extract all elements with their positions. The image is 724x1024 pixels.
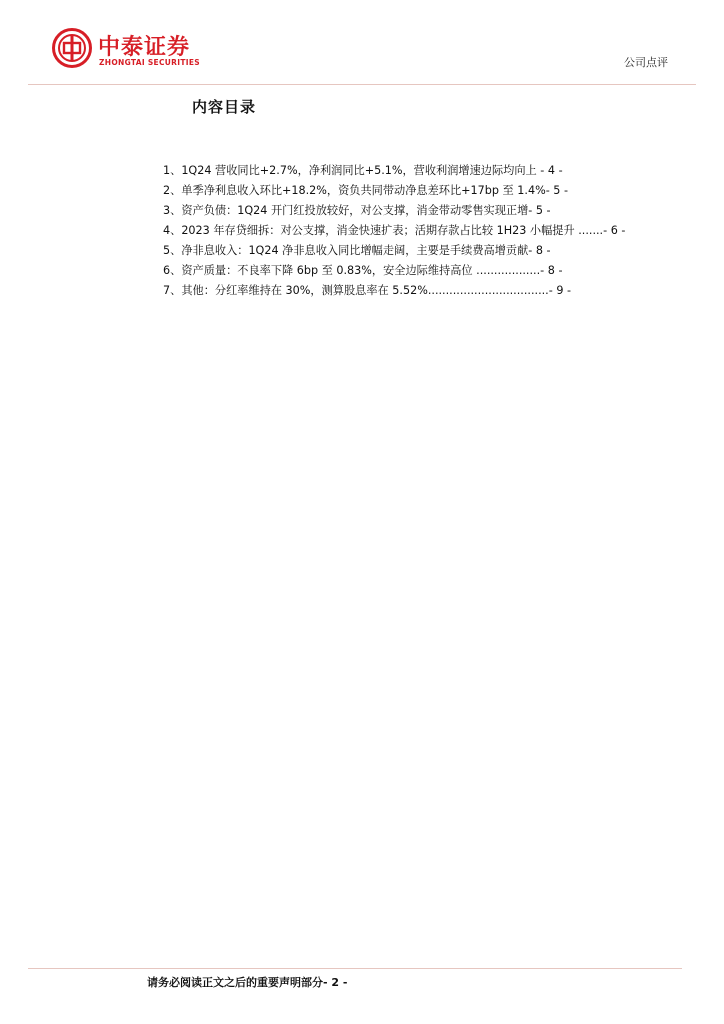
- toc-item-number: 3、: [163, 204, 182, 217]
- toc-item[interactable]: [163, 241, 703, 261]
- page-footer: [147, 974, 347, 990]
- logo-name-cn: 中泰证券: [98, 35, 191, 60]
- page-header: [0, 0, 724, 90]
- logo-name-en: ZHONGTAI SECURITIES: [99, 58, 200, 67]
- toc-item-number: 4、: [163, 224, 182, 237]
- toc-item-title: 1Q24 营收同比+2.7%，净利润同比+5.1%，营收利润增速边际均向上: [181, 164, 537, 177]
- toc-item-page: - 9 -: [548, 284, 572, 297]
- toc-item-title: 其他：分红率维持在 30%，测算股息率在 5.52%..................................: [181, 284, 549, 297]
- toc-item-title: 资产负债：1Q24 开门红投放较好，对公支撑，消金带动零售实现正增: [181, 204, 529, 217]
- toc-item-page: - 4 -: [536, 164, 563, 177]
- footer-page-number: - 2 -: [323, 976, 348, 989]
- toc-item-number: 1、: [163, 164, 182, 177]
- company-logo: [52, 28, 222, 72]
- toc-item-page: - 5 -: [528, 204, 551, 217]
- toc-item-page: - 6 -: [603, 224, 626, 237]
- toc-item[interactable]: [163, 221, 703, 241]
- toc-item-title: 资产质量：不良率下降 6bp 至 0.83%，安全边际维持高位 ..................: [181, 264, 541, 277]
- toc-item-number: 5、: [163, 244, 182, 257]
- zhongtai-logo-icon: [52, 28, 92, 68]
- toc-item[interactable]: [163, 201, 703, 221]
- toc-title: 内容目录: [192, 98, 257, 116]
- toc-item[interactable]: [163, 161, 703, 181]
- toc-item-title: 2023 年存贷细拆：对公支撑，消金快速扩表；活期存款占比较 1H23 小幅提升 .......: [181, 224, 604, 237]
- footer-divider: [28, 968, 682, 969]
- toc-item-page: - 5 -: [545, 184, 569, 197]
- toc-item-page: - 8 -: [528, 244, 551, 257]
- toc-item-title: 净非息收入：1Q24 净非息收入同比增幅走阔，主要是手续费高增贡献: [181, 244, 529, 257]
- toc-item[interactable]: [163, 281, 703, 301]
- header-divider: [28, 84, 696, 85]
- toc-item-number: 7、: [163, 284, 182, 297]
- toc-item-number: 6、: [163, 264, 182, 277]
- toc-item[interactable]: [163, 261, 703, 281]
- toc-item[interactable]: [163, 181, 703, 201]
- toc-item-page: - 8 -: [540, 264, 563, 277]
- table-of-contents: [163, 161, 703, 301]
- toc-item-number: 2、: [163, 184, 182, 197]
- toc-item-title: 单季净利息收入环比+18.2%，资负共同带动净息差环比+17bp 至 1.4%: [181, 184, 546, 197]
- footer-disclaimer: 请务必阅读正文之后的重要声明部分: [147, 976, 323, 989]
- document-type-label: 公司点评: [624, 56, 668, 69]
